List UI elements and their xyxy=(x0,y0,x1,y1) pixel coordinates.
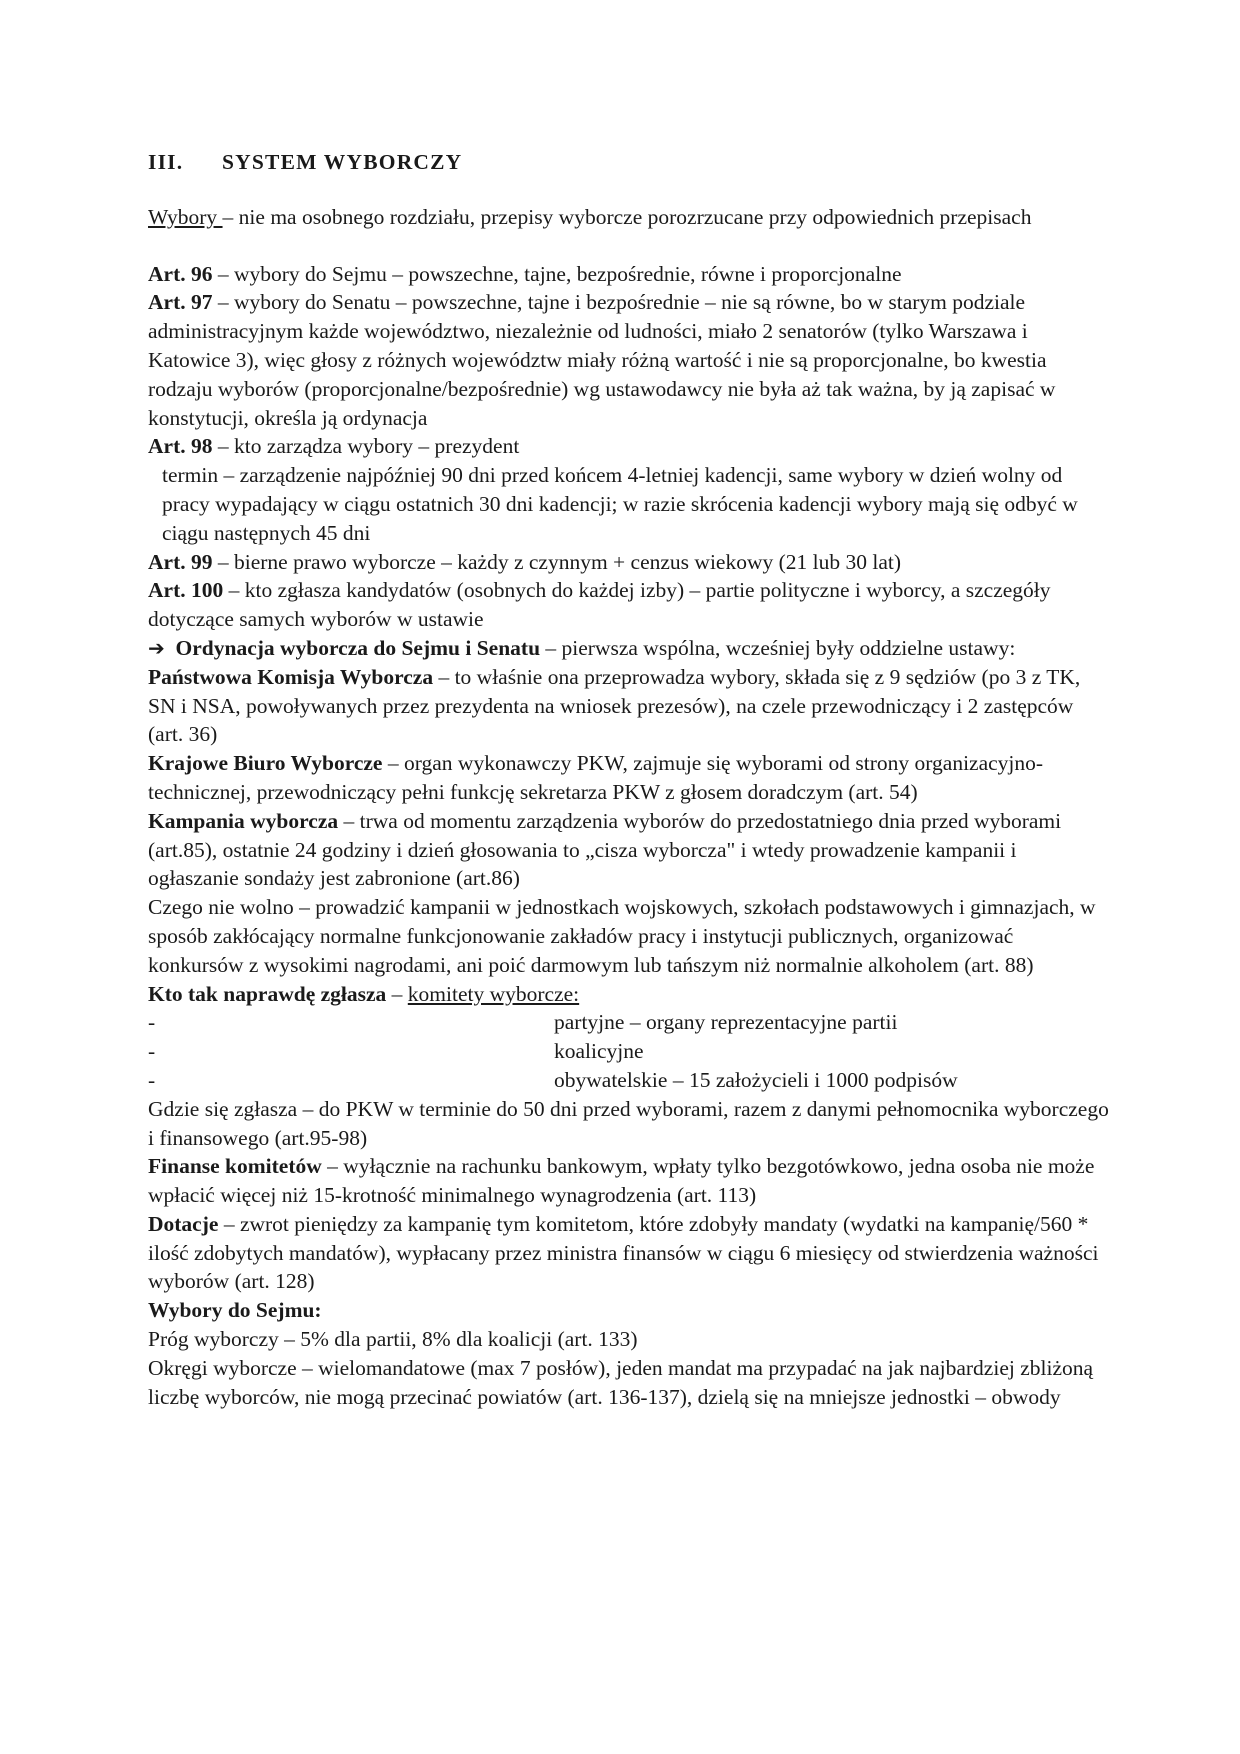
list-item xyxy=(148,1066,1110,1095)
kampania-label: Kampania wyborcza xyxy=(148,808,339,833)
ordynacja-text: – pierwsza wspólna, wcześniej były oddzielne ustawy: xyxy=(540,635,1016,660)
kbw-paragraph xyxy=(148,749,1110,807)
art99-label: Art. 99 xyxy=(148,549,213,574)
list-item xyxy=(148,1037,1110,1066)
list-item-text: obywatelskie – 15 założycieli i 1000 podpisów xyxy=(554,1067,958,1092)
list-item-text: koalicyjne xyxy=(554,1039,644,1064)
section-title: SYSTEM WYBORCZY xyxy=(222,150,463,174)
section-number: III. xyxy=(148,150,184,174)
dotacje-label: Dotacje xyxy=(148,1211,219,1236)
kto-dash: – xyxy=(386,981,408,1006)
art97-label: Art. 97 xyxy=(148,290,213,315)
czego-paragraph: Czego nie wolno – prowadzić kampanii w jednostkach wojskowych, szkołach podstawowych i gimnazjach, w sposób zakłócający normalne funkcjonowanie zakładów pracy i instytucji publicznych, organizować konkursów z wysokimi nagrodami, ani poić darmowym lub tańszym niż normalnie alkoholem (art. 88) xyxy=(148,895,1096,977)
intro-term: Wybory xyxy=(148,204,223,229)
art96-label: Art. 96 xyxy=(148,261,213,286)
list-item-text: partyjne – organy reprezentacyjne partii xyxy=(554,1010,898,1035)
kto-link: komitety wyborcze: xyxy=(407,981,580,1006)
art96-text: – wybory do Sejmu – powszechne, tajne, bezpośrednie, równe i proporcjonalne xyxy=(212,261,902,286)
kampania-text: – trwa od momentu zarządzenia wyborów do przedostatniego dnia przed wyborami (art.85), ostatnie 24 godziny i dzień głosowania to „cisza wyborcza" i wtedy prowadzenie kampanii i ogłaszanie sondaży jest zabronione (art.86) xyxy=(148,808,1062,891)
art98-label: Art. 98 xyxy=(148,434,213,459)
section-heading xyxy=(148,148,1110,177)
kbw-label: Krajowe Biuro Wyborcze xyxy=(148,751,383,776)
okregi-paragraph: Okręgi wyborcze – wielomandatowe (max 7 posłów), jeden mandat ma przypadać na jak najbardziej zbliżoną liczbę wyborców, nie mogą przecinać powiatów (art. 136-137), dzielą się na mniejsze jednostki – obwody xyxy=(148,1355,1094,1409)
kto-paragraph xyxy=(148,980,1110,1009)
art99-paragraph xyxy=(148,548,1110,577)
prog-paragraph: Próg wyborczy – 5% dla partii, 8% dla koalicji (art. 133) xyxy=(148,1327,638,1352)
kbw-text: – organ wykonawczy PKW, zajmuje się wyborami od strony organizacyjno-technicznej, przewodniczący pełni funkcję sekretarza PKW z głosem doradczym (art. 54) xyxy=(148,751,1044,804)
art98-text: – kto zarządza wybory – prezydent xyxy=(212,434,520,459)
gdzie-paragraph: Gdzie się zgłasza – do PKW w terminie do 50 dni przed wyborami, razem z danymi pełnomocnika wyborczego i finansowego (art.95-98) xyxy=(148,1096,1109,1150)
ordynacja-paragraph xyxy=(148,634,1110,663)
art99-text: – bierne prawo wyborcze – każdy z czynnym + cenzus wiekowy (21 lub 30 lat) xyxy=(212,549,902,574)
dotacje-paragraph xyxy=(148,1210,1110,1296)
sejm-label: Wybory do Sejmu: xyxy=(148,1298,322,1323)
pkw-label: Państwowa Komisja Wyborcza xyxy=(148,664,434,689)
list-dash: - xyxy=(148,1010,156,1035)
list-item xyxy=(148,1008,1110,1037)
list-dash: - xyxy=(148,1067,156,1092)
kto-label: Kto tak naprawdę zgłasza xyxy=(148,981,387,1006)
art100-label: Art. 100 xyxy=(148,578,224,603)
art97-text: – wybory do Senatu – powszechne, tajne i bezpośrednie – nie są równe, bo w starym podziale administracyjnym każde województwo, niezależnie od ludności, miało 2 senatorów (tylko Warszawa i Katowice 3), więc głosy z różnych województw miały różną wartość i nie są proporcjonalne, bo kwestia rodzaju wyborów (proporcjonalne/bezpośrednie) wg ustawodawcy nie była aż tak ważna, by ją zapisać w konstytucji, określa ją ordynacja xyxy=(148,290,1056,430)
finanse-text: – wyłącznie na rachunku bankowym, wpłaty tylko bezgotówkowo, jedna osoba nie może wpłacić więcej niż 15-krotność minimalnego wynagrodzenia (art. 113) xyxy=(148,1154,1095,1208)
art98-termin: termin – zarządzenie najpóźniej 90 dni przed końcem 4-letniej kadencji, same wybory w dzień wolny od pracy wypadający w ciągu ostatnich 30 dni kadencji; w razie skrócenia kadencji wybory mają się odbyć w ciągu następnych 45 dni xyxy=(162,463,1078,545)
art100-text: – kto zgłasza kandydatów (osobnych do każdej izby) – partie polityczne i wyborcy, a szczegóły dotyczące samych wyborów w ustawie xyxy=(148,578,1051,632)
arrow-right-icon: ➔ xyxy=(148,635,165,660)
sejm-heading xyxy=(148,1296,1110,1325)
kampania-paragraph xyxy=(148,807,1110,893)
intro-text: – nie ma osobnego rozdziału, przepisy wyborcze porozrzucane przy odpowiednich przepisach xyxy=(222,204,1032,229)
intro-paragraph xyxy=(148,203,1110,232)
pkw-text: – to właśnie ona przeprowadza wybory, składa się z 9 sędziów (po 3 z TK, SN i NSA, powoływanych przez prezydenta na wniosek prezesów), na czele przewodniczący i 2 zastępców (art. 36) xyxy=(148,664,1081,747)
dotacje-text: – zwrot pieniędzy za kampanię tym komitetom, które zdobyły mandaty (wydatki na kampanię/560 * ilość zdobytych mandatów), wypłacany przez ministra finansów w ciągu 6 miesięcy od stwierdzenia ważności wyborów (art. 128) xyxy=(148,1211,1099,1294)
art100-paragraph xyxy=(148,576,1110,634)
list-dash: - xyxy=(148,1039,156,1064)
ordynacja-label: Ordynacja wyborcza do Sejmu i Senatu xyxy=(175,635,541,660)
art96-paragraph xyxy=(148,260,1110,289)
finanse-paragraph xyxy=(148,1152,1110,1210)
pkw-paragraph xyxy=(148,663,1110,749)
art97-paragraph xyxy=(148,288,1110,432)
art98-paragraph xyxy=(148,432,1110,461)
finanse-label: Finanse komitetów xyxy=(148,1154,322,1179)
